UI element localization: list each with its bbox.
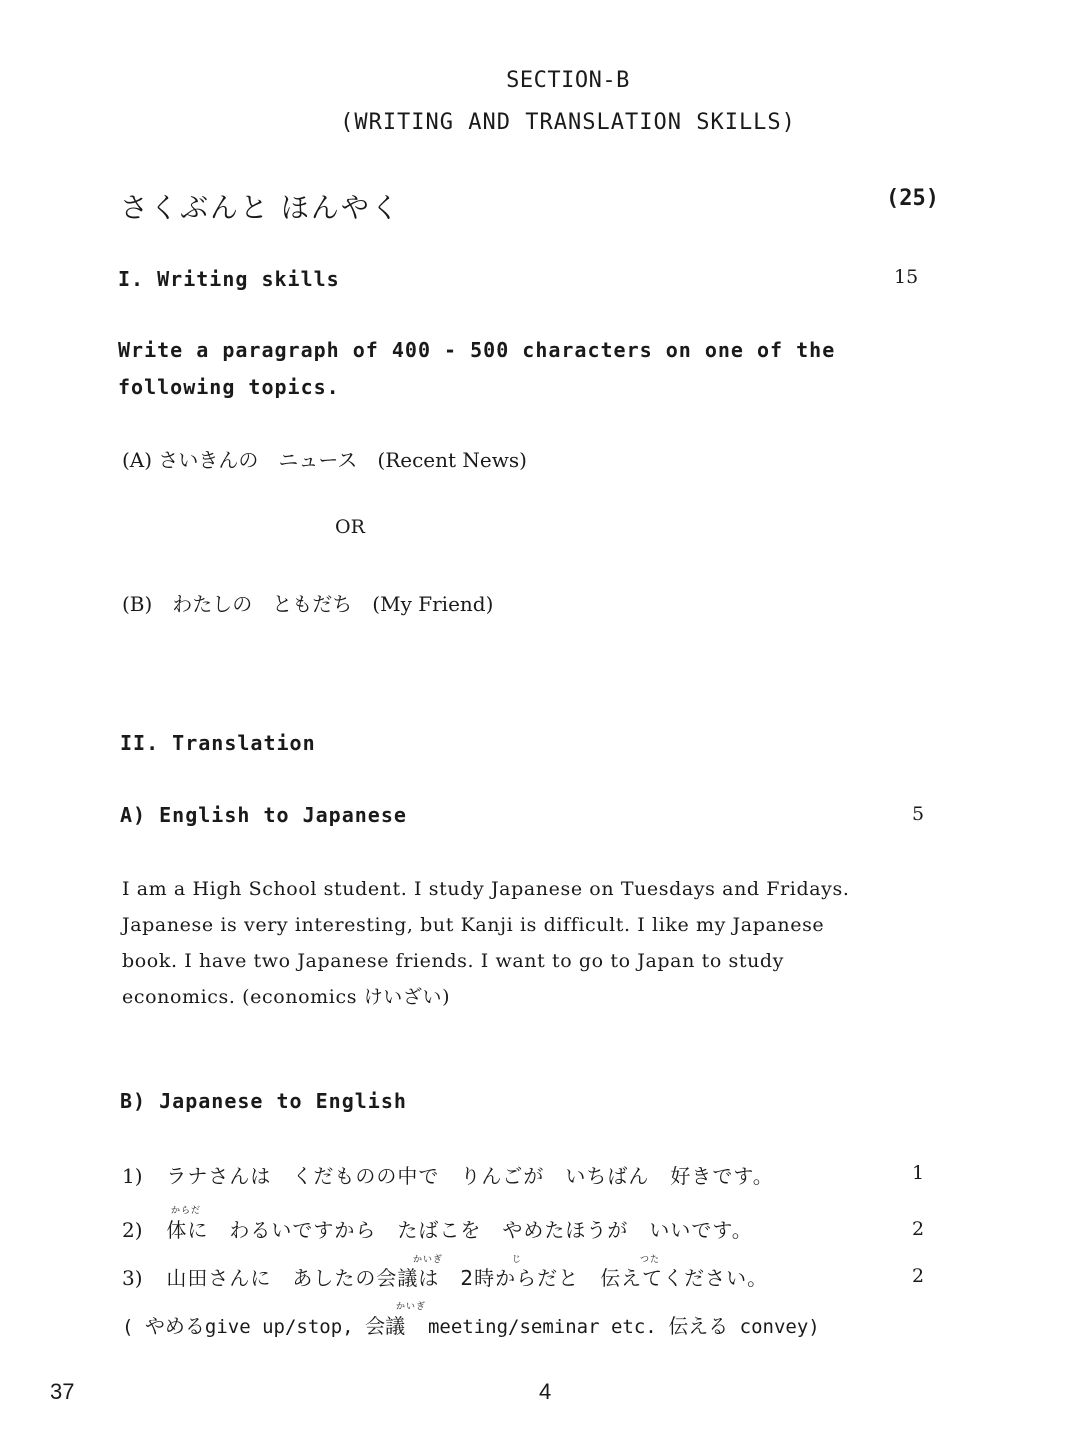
english-to-japanese-marks: 5: [912, 803, 925, 825]
furigana: からだ: [171, 1206, 202, 1216]
furigana: かいぎ: [413, 1255, 444, 1265]
question-3-marks: 2: [912, 1265, 925, 1287]
writing-instruction-line-2: following topics.: [118, 375, 340, 399]
question-number: 3): [122, 1266, 143, 1290]
or-separator: OR: [335, 516, 365, 538]
furigana: かいぎ: [396, 1302, 427, 1312]
section-subtitle: (WRITING AND TRANSLATION SKILLS): [340, 110, 796, 135]
passage-line: book. I have two Japanese friends. I want to go to Japan to study: [122, 950, 785, 972]
writing-instruction-line-1: Write a paragraph of 400 - 500 characters on one of the: [118, 338, 836, 362]
topic-a: (A) さいきんの ニュース (Recent News): [122, 448, 527, 472]
glossary-meaning: give up/stop,: [204, 1316, 354, 1338]
glossary-open: (: [122, 1316, 134, 1338]
page-code: 37: [50, 1379, 75, 1404]
glossary-word: 伝える: [668, 1314, 729, 1338]
english-passage: [122, 871, 849, 1015]
question-1-marks: 1: [912, 1162, 925, 1184]
translation-heading: II. Translation: [120, 731, 316, 755]
question-1: [122, 1160, 774, 1189]
glossary-meaning: meeting/seminar etc.: [427, 1316, 657, 1338]
question-text: 体に わるいですから たばこを やめたほうが いいです。: [166, 1218, 753, 1242]
question-number: 1): [122, 1164, 143, 1188]
glossary: [122, 1310, 820, 1339]
japanese-to-english-heading: B) Japanese to English: [120, 1089, 407, 1113]
english-to-japanese-heading: A) English to Japanese: [120, 803, 407, 827]
glossary-word: 会議: [365, 1314, 406, 1338]
passage-line: economics. (economics けいざい): [122, 986, 451, 1008]
japanese-heading: さくぶんと ほんやく: [120, 191, 401, 224]
question-text: ラナさんは くだものの中で りんごが いちばん 好きです。: [166, 1164, 774, 1188]
writing-skills-heading: I. Writing skills: [118, 267, 340, 291]
furigana: じ: [512, 1255, 523, 1265]
glossary-meaning: convey): [739, 1316, 820, 1338]
writing-skills-marks: 15: [894, 266, 919, 288]
question-text: 山田さんに あしたの会議は 2時からだと 伝えてください。: [166, 1266, 769, 1290]
passage-line: Japanese is very interesting, but Kanji is difficult. I like my Japanese: [122, 914, 825, 936]
page-number: 4: [539, 1379, 552, 1404]
section-title: SECTION-B: [506, 68, 630, 93]
question-3: [122, 1262, 768, 1291]
question-2: [122, 1214, 753, 1243]
question-2-marks: 2: [912, 1218, 925, 1240]
question-number: 2): [122, 1218, 143, 1242]
topic-b: (B) わたしの ともだち (My Friend): [122, 592, 494, 616]
total-marks: (25): [886, 186, 939, 211]
glossary-word: やめる: [144, 1314, 205, 1338]
furigana: つた: [640, 1255, 661, 1265]
passage-line: I am a High School student. I study Japanese on Tuesdays and Fridays.: [122, 878, 850, 900]
